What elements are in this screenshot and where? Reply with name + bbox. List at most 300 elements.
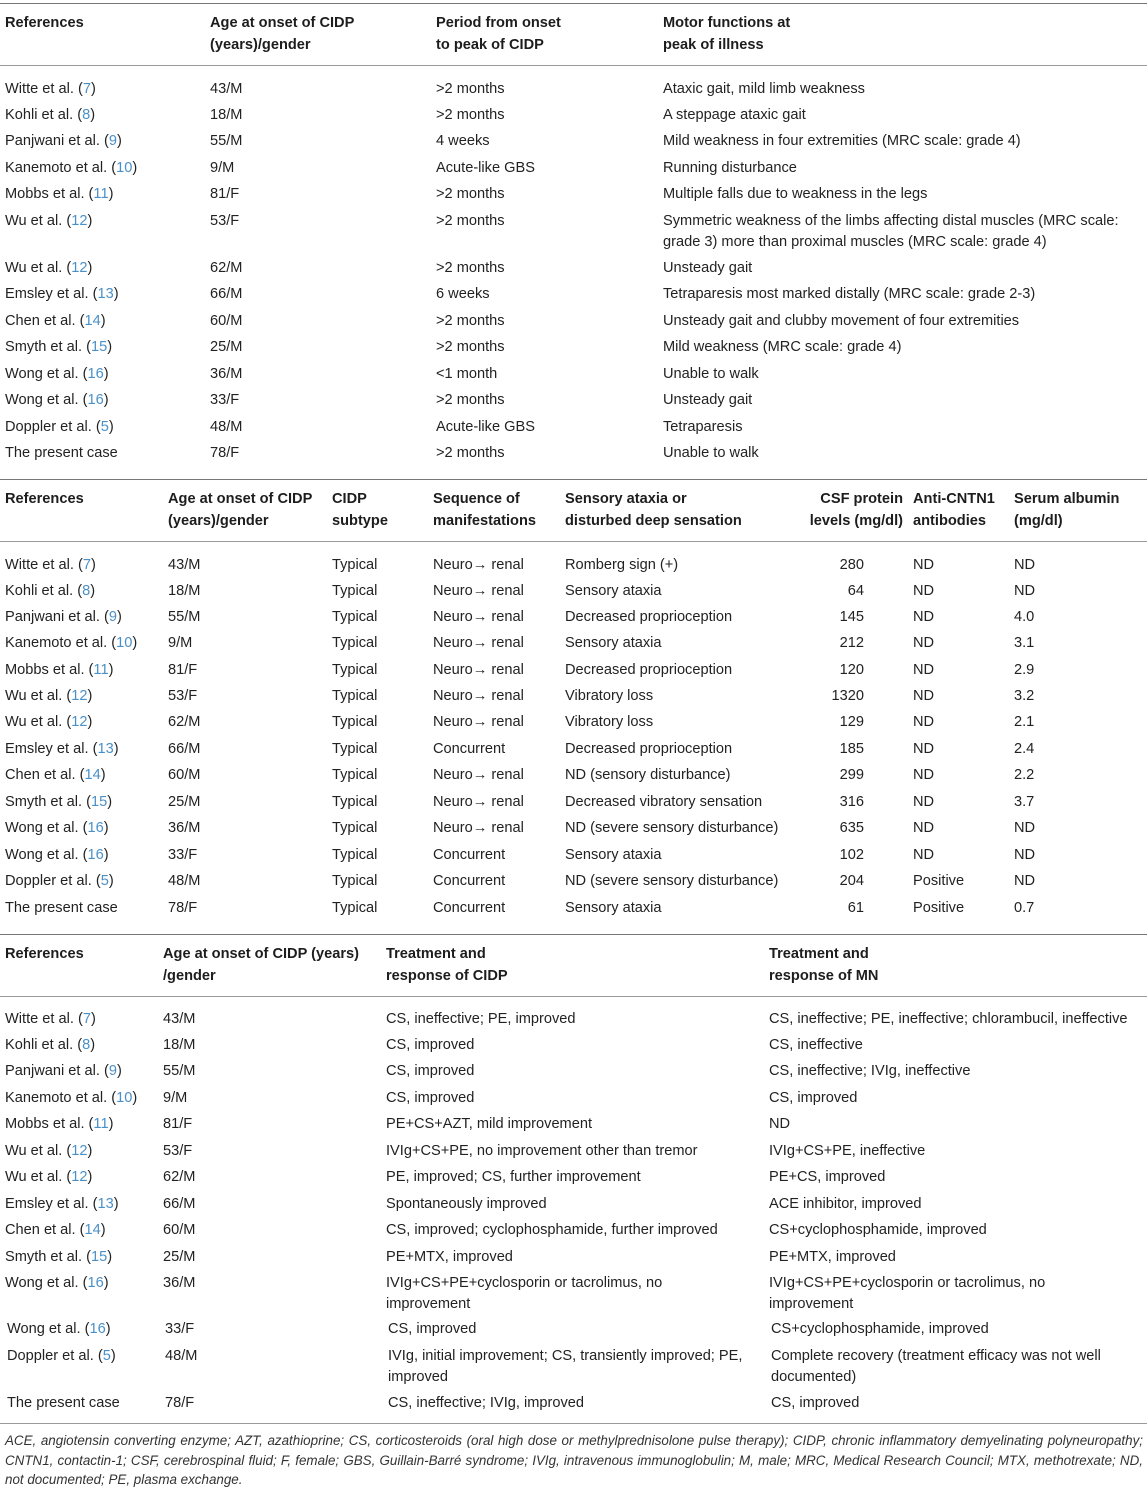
cidp-treatment-cell-cont: improved [388, 1369, 449, 1385]
t1-header-period: Period from onset to peak of CIDP [436, 15, 561, 53]
age-gender-cell: 43/M [163, 1011, 196, 1027]
age-gender-cell: 53/F [210, 213, 240, 229]
period-cell: Acute-like GBS [436, 419, 535, 435]
t2-header-cntn1: Anti-CNTN1 antibodies [913, 491, 995, 529]
cidp-subtype-cell: Typical [332, 714, 378, 730]
sequence-cell: Neuro→ renal [433, 635, 524, 651]
age-gender-cell: 78/F [168, 900, 198, 916]
cidp-treatment-cell: CS, ineffective; PE, improved [386, 1011, 576, 1027]
csf-protein-cell: 64 [847, 583, 864, 599]
age-gender-cell: 66/M [210, 286, 243, 302]
reference-cell [5, 1220, 106, 1241]
cidp-subtype-cell: Typical [332, 662, 378, 678]
motor-function-cell-cont: grade 3) more than proximal muscles (MRC scale: grade 4) [663, 234, 1047, 250]
age-gender-cell: 48/M [165, 1348, 198, 1364]
reference-close-paren: ) [100, 313, 106, 329]
csf-protein-cell: 102 [839, 847, 864, 863]
age-gender-cell: 33/F [165, 1321, 195, 1337]
reference-author: Kohli et al. ( [5, 583, 83, 599]
reference-author: Wu et al. ( [5, 1169, 72, 1185]
reference-author: Doppler et al. ( [5, 419, 101, 435]
sensory-cell: Romberg sign (+) [565, 557, 679, 573]
anti-cntn1-cell: Positive [913, 900, 965, 916]
reference-cell [5, 1035, 95, 1056]
reference-citation-link[interactable]: 8 [82, 107, 91, 123]
reference-cell [5, 1061, 122, 1082]
age-gender-cell: 60/M [168, 767, 201, 783]
reference-citation-link[interactable]: 8 [82, 1037, 91, 1053]
csf-protein-cell: 120 [839, 662, 864, 678]
reference-author: Kanemoto et al. ( [5, 160, 117, 176]
reference-close-paren: ) [108, 662, 114, 678]
anti-cntn1-cell: ND [913, 688, 935, 704]
reference-close-paren: ) [103, 392, 109, 408]
mn-treatment-cell: IVIg+CS+PE+cyclosporin or tacrolimus, no [769, 1275, 1046, 1291]
anti-cntn1-cell: ND [913, 714, 935, 730]
serum-albumin-cell: ND [1014, 583, 1036, 599]
motor-function-cell: Unsteady gait and clubby movement of four extremities [663, 313, 1020, 329]
table3-header-rule [0, 996, 1147, 997]
t1-header-motor: Motor functions at peak of illness [663, 15, 791, 53]
cidp-subtype-cell: Typical [332, 767, 378, 783]
reference-close-paren: ) [87, 1169, 93, 1185]
serum-albumin-cell: ND [1014, 873, 1036, 889]
sensory-cell: Decreased proprioception [565, 741, 733, 757]
t2-header-sensory: Sensory ataxia or disturbed deep sensation [565, 491, 742, 529]
sequence-cell: Neuro→ renal [433, 820, 524, 836]
age-gender-cell: 36/M [210, 366, 243, 382]
mn-treatment-cell: PE+MTX, improved [769, 1249, 896, 1265]
reference-author: Witte et al. ( [5, 557, 83, 573]
table3-top-rule [0, 934, 1147, 935]
reference-citation-link[interactable]: 11 [93, 1116, 109, 1132]
reference-citation-link[interactable]: 16 [87, 392, 104, 408]
reference-citation-link[interactable]: 11 [93, 662, 109, 678]
motor-function-cell: Tetraparesis most marked distally (MRC scale: grade 2-3) [663, 286, 1036, 302]
reference-close-paren: ) [103, 1275, 109, 1291]
reference-citation-link[interactable]: 15 [90, 1249, 108, 1265]
reference-close-paren: ) [90, 81, 96, 97]
reference-author: Wong et al. ( [5, 847, 88, 863]
t2-header-csf: CSF protein levels (mg/dl) [809, 491, 903, 529]
reference-citation-link[interactable]: 12 [71, 1143, 88, 1159]
reference-cell [5, 1273, 109, 1294]
sensory-cell: Decreased proprioception [565, 609, 733, 625]
mn-treatment-cell: ND [769, 1116, 791, 1132]
cidp-treatment-cell: CS, improved [386, 1037, 475, 1053]
motor-function-cell: Mild weakness (MRC scale: grade 4) [663, 339, 902, 355]
age-gender-cell: 18/M [168, 583, 201, 599]
motor-function-cell: Mild weakness in four extremities (MRC scale: grade 4) [663, 133, 1021, 149]
t3-header-cidp-treatment: Treatment and response of CIDP [386, 946, 508, 984]
cidp-treatment-cell: IVIg+CS+PE+cyclosporin or tacrolimus, no [386, 1275, 663, 1291]
sequence-cell: Neuro→ renal [433, 794, 524, 810]
reference-author: Smyth et al. ( [5, 339, 91, 355]
serum-albumin-cell: 0.7 [1014, 900, 1035, 916]
reference-close-paren: ) [103, 366, 109, 382]
reference-citation-link[interactable]: 10 [116, 1090, 133, 1106]
csf-protein-cell: 299 [839, 767, 864, 783]
sequence-cell: Concurrent [433, 741, 506, 757]
serum-albumin-cell: ND [1014, 847, 1036, 863]
sequence-cell: Neuro→ renal [433, 767, 524, 783]
period-cell: Acute-like GBS [436, 160, 535, 176]
sequence-cell: Neuro→ renal [433, 583, 524, 599]
reference-cell [5, 1167, 92, 1188]
reference-author: The present case [5, 900, 118, 916]
anti-cntn1-cell: ND [913, 557, 935, 573]
reference-citation-link[interactable]: 11 [93, 186, 109, 202]
period-cell: 6 weeks [436, 286, 490, 302]
period-cell: >2 months [436, 213, 505, 229]
reference-citation-link[interactable]: 9 [108, 133, 117, 149]
reference-citation-link[interactable]: 16 [87, 1275, 104, 1291]
mn-treatment-cell: CS+cyclophosphamide, improved [769, 1222, 987, 1238]
period-cell: >2 months [436, 107, 505, 123]
reference-close-paren: ) [132, 1090, 138, 1106]
reference-citation-link[interactable]: 12 [71, 1169, 88, 1185]
motor-function-cell: Unable to walk [663, 445, 759, 461]
reference-citation-link[interactable]: 12 [71, 213, 88, 229]
anti-cntn1-cell: ND [913, 583, 935, 599]
age-gender-cell: 55/M [210, 133, 243, 149]
t3-header-age: Age at onset of CIDP (years) /gender [163, 946, 359, 984]
t2-header-references: References [5, 491, 84, 507]
sensory-cell: Decreased vibratory sensation [565, 794, 763, 810]
anti-cntn1-cell: ND [913, 767, 935, 783]
t1-header-references: References [5, 15, 84, 31]
motor-function-cell: Unsteady gait [663, 260, 753, 276]
mn-treatment-cell: CS, ineffective; PE, ineffective; chlorambucil, ineffective [769, 1011, 1128, 1027]
reference-close-paren: ) [87, 1143, 93, 1159]
reference-close-paren: ) [107, 339, 113, 355]
reference-close-paren: ) [90, 557, 96, 573]
age-gender-cell: 25/M [163, 1249, 196, 1265]
mn-treatment-cell-cont: documented) [771, 1369, 857, 1385]
age-gender-cell: 53/F [168, 688, 198, 704]
reference-citation-link[interactable]: 9 [108, 609, 117, 625]
reference-citation-link[interactable]: 16 [89, 1321, 106, 1337]
reference-citation-link[interactable]: 15 [90, 794, 108, 810]
reference-cell [5, 1141, 92, 1162]
reference-close-paren: ) [113, 741, 119, 757]
age-gender-cell: 81/F [210, 186, 240, 202]
reference-author: Wong et al. ( [5, 1275, 88, 1291]
sensory-cell: ND (severe sensory disturbance) [565, 873, 779, 889]
age-gender-cell: 18/M [210, 107, 243, 123]
mn-treatment-cell-cont: improvement [769, 1296, 854, 1312]
sequence-cell: Neuro→ renal [433, 662, 524, 678]
mn-treatment-cell: CS, ineffective [769, 1037, 863, 1053]
mn-treatment-cell: CS+cyclophosphamide, improved [771, 1321, 989, 1337]
reference-author: The present case [7, 1395, 120, 1411]
anti-cntn1-cell: ND [913, 820, 935, 836]
age-gender-cell: 9/M [163, 1090, 188, 1106]
cidp-subtype-cell: Typical [332, 820, 378, 836]
sensory-cell: Sensory ataxia [565, 847, 662, 863]
age-gender-cell: 43/M [210, 81, 243, 97]
age-gender-cell: 66/M [163, 1196, 196, 1212]
reference-close-paren: ) [100, 767, 106, 783]
serum-albumin-cell: 2.1 [1014, 714, 1035, 730]
sensory-cell: ND (sensory disturbance) [565, 767, 731, 783]
reference-author: Panjwani et al. ( [5, 133, 109, 149]
anti-cntn1-cell: ND [913, 662, 935, 678]
sensory-cell: Sensory ataxia [565, 583, 662, 599]
csf-protein-cell: 61 [847, 900, 864, 916]
age-gender-cell: 33/F [210, 392, 240, 408]
reference-author: Wu et al. ( [5, 213, 72, 229]
reference-citation-link[interactable]: 13 [97, 1196, 114, 1212]
cidp-subtype-cell: Typical [332, 583, 378, 599]
age-gender-cell: 36/M [163, 1275, 196, 1291]
cidp-treatment-cell: PE+CS+AZT, mild improvement [386, 1116, 593, 1132]
serum-albumin-cell: 3.7 [1014, 794, 1035, 810]
table-footnote: ACE, angiotensin converting enzyme; AZT, azathioprine; CS, corticosteroids (oral high dose or methylprednisolone pulse therapy); CIDP, chronic inflammatory demyelinating polyneuropathy; CNTN1, contactin-1; CSF, cerebrospinal fluid; F, female; GBS, Guillain-Barré syndrome; IVIg, intravenous immunoglobulin; M, male; MRC, Medical Research Council; MTX, methotrexate; ND, not documented; PE, plasma exchange. [5, 1433, 1143, 1487]
anti-cntn1-cell: ND [913, 794, 935, 810]
sequence-cell: Neuro→ renal [433, 714, 524, 730]
sequence-cell: Concurrent [433, 900, 506, 916]
period-cell: >2 months [436, 260, 505, 276]
period-cell: <1 month [436, 366, 498, 382]
csf-protein-cell: 635 [839, 820, 864, 836]
csf-protein-cell: 129 [839, 714, 864, 730]
reference-author: Doppler et al. ( [7, 1348, 103, 1364]
reference-author: Witte et al. ( [5, 81, 83, 97]
reference-author: The present case [5, 445, 118, 461]
reference-close-paren: ) [87, 213, 93, 229]
t2-header-albumin: Serum albumin (mg/dl) [1014, 491, 1120, 529]
cidp-subtype-cell: Typical [332, 688, 378, 704]
reference-close-paren: ) [132, 160, 138, 176]
reference-cell [5, 1009, 96, 1030]
cidp-treatment-cell: CS, ineffective; IVIg, improved [388, 1395, 585, 1411]
t3-header-references: References [5, 946, 84, 962]
cidp-treatment-cell-cont: improvement [386, 1296, 471, 1312]
reference-citation-link[interactable]: 10 [116, 635, 133, 651]
sensory-cell: Decreased proprioception [565, 662, 733, 678]
age-gender-cell: 48/M [210, 419, 243, 435]
reference-citation-link[interactable]: 7 [82, 81, 91, 97]
reference-close-paren: ) [105, 1321, 111, 1337]
cidp-treatment-cell: PE+MTX, improved [386, 1249, 513, 1265]
period-cell: 4 weeks [436, 133, 490, 149]
csf-protein-cell: 204 [839, 873, 864, 889]
motor-function-cell: A steppage ataxic gait [663, 107, 806, 123]
age-gender-cell: 55/M [163, 1063, 196, 1079]
reference-close-paren: ) [87, 260, 93, 276]
reference-close-paren: ) [108, 419, 114, 435]
mn-treatment-cell: CS, ineffective; IVIg, ineffective [769, 1063, 971, 1079]
reference-author: Panjwani et al. ( [5, 1063, 109, 1079]
reference-close-paren: ) [108, 873, 114, 889]
motor-function-cell: Symmetric weakness of the limbs affecting distal muscles (MRC scale: [663, 213, 1119, 229]
reference-cell [7, 1346, 116, 1367]
reference-citation-link[interactable]: 10 [116, 160, 133, 176]
csf-protein-cell: 280 [839, 557, 864, 573]
reference-author: Mobbs et al. ( [5, 662, 94, 678]
cidp-subtype-cell: Typical [332, 847, 378, 863]
age-gender-cell: 48/M [168, 873, 201, 889]
reference-cell [5, 1088, 137, 1109]
period-cell: >2 months [436, 81, 505, 97]
age-gender-cell: 55/M [168, 609, 201, 625]
age-gender-cell: 81/F [163, 1116, 193, 1132]
cidp-subtype-cell: Typical [332, 741, 378, 757]
reference-close-paren: ) [90, 1037, 96, 1053]
serum-albumin-cell: 3.1 [1014, 635, 1035, 651]
age-gender-cell: 33/F [168, 847, 198, 863]
reference-citation-link[interactable]: 12 [71, 714, 88, 730]
reference-citation-link[interactable]: 12 [71, 688, 88, 704]
cidp-subtype-cell: Typical [332, 635, 378, 651]
age-gender-cell: 60/M [163, 1222, 196, 1238]
age-gender-cell: 66/M [168, 741, 201, 757]
reference-close-paren: ) [100, 1222, 106, 1238]
reference-author: Emsley et al. ( [5, 741, 98, 757]
reference-citation-link[interactable]: 15 [90, 339, 108, 355]
period-cell: >2 months [436, 445, 505, 461]
motor-function-cell: Unable to walk [663, 366, 759, 382]
age-gender-cell: 43/M [168, 557, 201, 573]
age-gender-cell: 62/M [210, 260, 243, 276]
reference-author: Wu et al. ( [5, 688, 72, 704]
serum-albumin-cell: 2.4 [1014, 741, 1035, 757]
period-cell: >2 months [436, 339, 505, 355]
serum-albumin-cell: 2.9 [1014, 662, 1035, 678]
reference-close-paren: ) [90, 107, 96, 123]
reference-author: Wong et al. ( [5, 392, 88, 408]
cidp-treatment-cell: CS, improved [386, 1063, 475, 1079]
serum-albumin-cell: 3.2 [1014, 688, 1035, 704]
sequence-cell: Concurrent [433, 847, 506, 863]
reference-citation-link[interactable]: 14 [84, 1222, 101, 1238]
cidp-subtype-cell: Typical [332, 557, 378, 573]
reference-close-paren: ) [108, 186, 114, 202]
reference-close-paren: ) [90, 1011, 96, 1027]
reference-citation-link[interactable]: 14 [84, 313, 101, 329]
motor-function-cell: Tetraparesis [663, 419, 743, 435]
reference-author: Smyth et al. ( [5, 794, 91, 810]
reference-close-paren: ) [107, 1249, 113, 1265]
serum-albumin-cell: ND [1014, 557, 1036, 573]
reference-author: Mobbs et al. ( [5, 1116, 94, 1132]
reference-close-paren: ) [116, 133, 122, 149]
reference-author: Chen et al. ( [5, 767, 85, 783]
serum-albumin-cell: ND [1014, 820, 1036, 836]
csf-protein-cell: 212 [839, 635, 864, 651]
motor-function-cell: Multiple falls due to weakness in the legs [663, 186, 928, 202]
reference-author: Emsley et al. ( [5, 286, 98, 302]
csf-protein-cell: 185 [839, 741, 864, 757]
sensory-cell: Sensory ataxia [565, 635, 662, 651]
reference-citation-link[interactable]: 9 [108, 1063, 117, 1079]
reference-author: Chen et al. ( [5, 313, 85, 329]
reference-author: Kohli et al. ( [5, 1037, 83, 1053]
period-cell: >2 months [436, 392, 505, 408]
reference-citation-link[interactable]: 7 [82, 1011, 91, 1027]
reference-citation-link[interactable]: 5 [100, 419, 109, 435]
anti-cntn1-cell: ND [913, 847, 935, 863]
csf-protein-cell: 1320 [831, 688, 864, 704]
reference-citation-link[interactable]: 16 [87, 366, 104, 382]
anti-cntn1-cell: ND [913, 741, 935, 757]
age-gender-cell: 78/F [210, 445, 240, 461]
reference-citation-link[interactable]: 8 [82, 583, 91, 599]
cidp-subtype-cell: Typical [332, 873, 378, 889]
reference-citation-link[interactable]: 5 [100, 873, 109, 889]
age-gender-cell: 78/F [165, 1395, 195, 1411]
table3-bottom-rule [0, 1423, 1147, 1424]
reference-author: Doppler et al. ( [5, 873, 101, 889]
age-gender-cell: 62/M [168, 714, 201, 730]
reference-author: Witte et al. ( [5, 1011, 83, 1027]
cidp-treatment-cell: PE, improved; CS, further improvement [386, 1169, 641, 1185]
reference-cell [5, 1194, 119, 1215]
reference-author: Wong et al. ( [5, 366, 88, 382]
age-gender-cell: 62/M [163, 1169, 196, 1185]
reference-cell [7, 1393, 120, 1414]
t2-header-subtype: CIDP subtype [332, 491, 388, 529]
reference-close-paren: ) [116, 609, 122, 625]
reference-citation-link[interactable]: 13 [97, 741, 114, 757]
mn-treatment-cell: Complete recovery (treatment efficacy was not well [771, 1348, 1101, 1364]
sequence-cell: Concurrent [433, 873, 506, 889]
reference-citation-link[interactable]: 7 [82, 557, 91, 573]
mn-treatment-cell: IVIg+CS+PE, ineffective [769, 1143, 926, 1159]
reference-author: Wu et al. ( [5, 1143, 72, 1159]
t2-header-age: Age at onset of CIDP (years)/gender [168, 491, 313, 529]
reference-author: Wong et al. ( [5, 820, 88, 836]
sensory-cell: Vibratory loss [565, 688, 654, 704]
reference-close-paren: ) [110, 1348, 116, 1364]
reference-author: Panjwani et al. ( [5, 609, 109, 625]
reference-citation-link[interactable]: 14 [84, 767, 101, 783]
age-gender-cell: 25/M [168, 794, 201, 810]
period-cell: >2 months [436, 186, 505, 202]
reference-author: Mobbs et al. ( [5, 186, 94, 202]
csf-protein-cell: 145 [839, 609, 864, 625]
reference-cell [5, 1247, 112, 1268]
reference-close-paren: ) [87, 688, 93, 704]
reference-author: Kanemoto et al. ( [5, 1090, 117, 1106]
age-gender-cell: 81/F [168, 662, 198, 678]
reference-citation-link[interactable]: 5 [102, 1348, 111, 1364]
t1-header-age: Age at onset of CIDP (years)/gender [210, 15, 355, 53]
reference-author: Kohli et al. ( [5, 107, 83, 123]
reference-citation-link[interactable]: 13 [97, 286, 114, 302]
reference-close-paren: ) [108, 1116, 114, 1132]
age-gender-cell: 36/M [168, 820, 201, 836]
mn-treatment-cell: CS, improved [771, 1395, 860, 1411]
reference-close-paren: ) [103, 847, 109, 863]
reference-cell [5, 1114, 113, 1135]
reference-author: Wong et al. ( [7, 1321, 90, 1337]
motor-function-cell: Unsteady gait [663, 392, 753, 408]
sensory-cell: Vibratory loss [565, 714, 654, 730]
cidp-treatment-cell: Spontaneously improved [386, 1196, 547, 1212]
motor-function-cell: Ataxic gait, mild limb weakness [663, 81, 865, 97]
reference-close-paren: ) [87, 714, 93, 730]
age-gender-cell: 18/M [163, 1037, 196, 1053]
reference-citation-link[interactable]: 12 [71, 260, 88, 276]
reference-citation-link[interactable]: 16 [87, 820, 104, 836]
cidp-treatment-cell: CS, improved; cyclophosphamide, further improved [386, 1222, 718, 1238]
cidp-treatment-cell: CS, improved [388, 1321, 477, 1337]
reference-citation-link[interactable]: 16 [87, 847, 104, 863]
age-gender-cell: 25/M [210, 339, 243, 355]
cidp-treatment-cell: IVIg+CS+PE, no improvement other than tremor [386, 1143, 698, 1159]
